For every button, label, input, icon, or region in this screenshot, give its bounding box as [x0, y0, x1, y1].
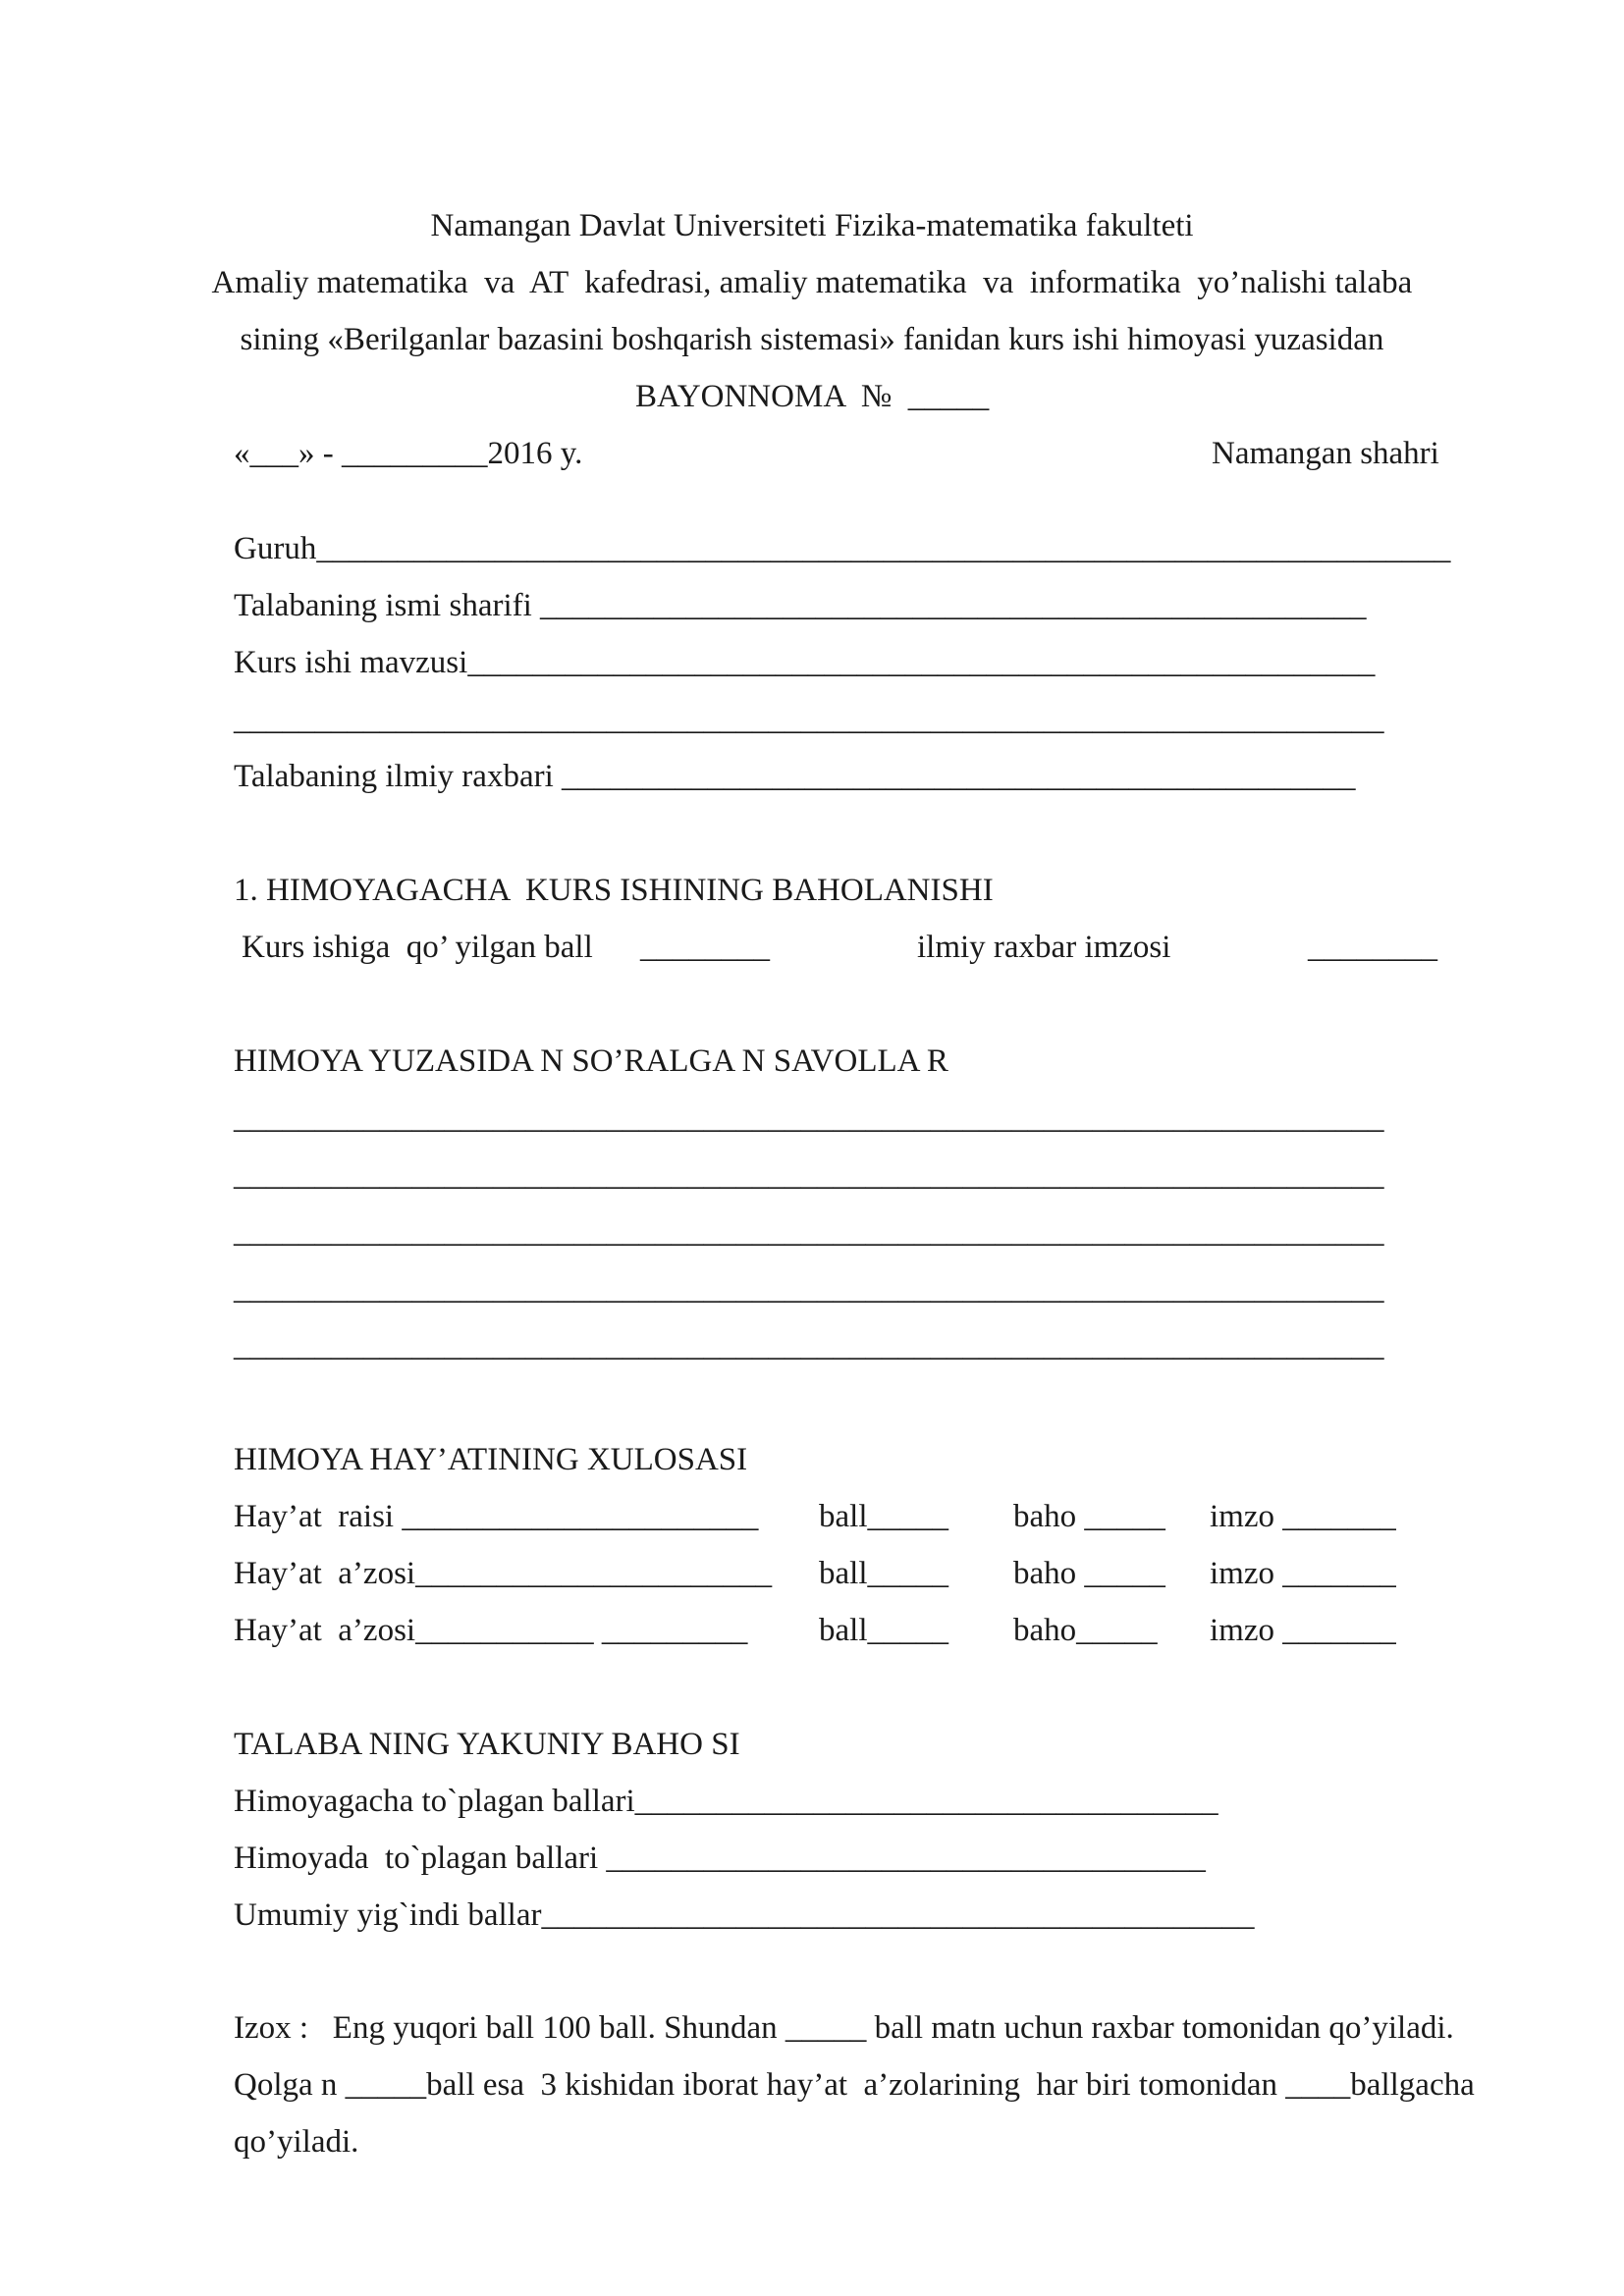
course-work-ball-label: Kurs ishiga qo’ yilgan ball: [242, 930, 593, 965]
note-line-1: Izox : Eng yuqori ball 100 ball. Shundan _____ ball matn uchun raxbar tomonidan qo’yiladi.: [234, 2010, 1454, 2046]
field-topic: Kurs ishi mavzusi________________________________________________________: [234, 645, 1376, 680]
question-line: _______________________________________________________________________: [234, 1157, 1384, 1193]
committee-member-ball: ball_____: [819, 1556, 948, 1591]
final-grade-heading: TALABA NING YAKUNIY BAHO SI: [234, 1727, 740, 1762]
question-line: _______________________________________________________________________: [234, 1271, 1384, 1307]
header-line-3: sining «Berilganlar bazasini boshqarish sistemasi» fanidan kurs ishi himoyasi yuzasidan: [240, 322, 1384, 357]
section-1-heading: 1. HIMOYAGACHA KURS ISHINING BAHOLANISHI: [234, 873, 994, 908]
committee-member-grade: baho _____: [1013, 1556, 1165, 1591]
committee-member-signature: imzo _______: [1210, 1613, 1396, 1648]
points-before-defense: Himoyagacha to`plagan ballari____________________________________: [234, 1784, 1218, 1819]
course-work-ball-blank: ________: [640, 930, 770, 965]
advisor-signature-label: ilmiy raxbar imzosi: [917, 930, 1171, 965]
question-line: _______________________________________________________________________: [234, 1328, 1384, 1363]
questions-heading: HIMOYA YUZASIDA N SO’RALGA N SAVOLLA R: [234, 1043, 948, 1079]
advisor-signature-blank: ________: [1308, 930, 1437, 965]
committee-heading: HIMOYA HAY’ATINING XULOSASI: [234, 1442, 748, 1477]
document-title: BAYONNOMA № _____: [635, 379, 990, 414]
document-city: Namangan shahri: [1212, 436, 1439, 471]
committee-chair-ball: ball_____: [819, 1499, 948, 1534]
header-line-2: Amaliy matematika va AT kafedrasi, amaliy matematika va informatika yo’nalishi talaba: [211, 265, 1413, 300]
header-line-1: Namangan Davlat Universiteti Fizika-matematika fakulteti: [430, 208, 1194, 243]
question-line: _______________________________________________________________________: [234, 1100, 1384, 1136]
committee-chair-name: Hay’at raisi ______________________: [234, 1499, 759, 1534]
note-line-2: Qolga n _____ball esa 3 kishidan iborat hay’at a’zolarining har biri tomonidan ____ballgacha: [234, 2067, 1475, 2103]
note-line-3: qo’yiladi.: [234, 2124, 359, 2160]
committee-chair-grade: baho _____: [1013, 1499, 1165, 1534]
points-during-defense: Himoyada to`plagan ballari _____________________________________: [234, 1841, 1206, 1876]
field-group: Guruh______________________________________________________________________: [234, 531, 1451, 566]
question-line: _______________________________________________________________________: [234, 1214, 1384, 1250]
total-points: Umumiy yig`indi ballar____________________________________________: [234, 1897, 1255, 1933]
field-topic-continued: _______________________________________________________________________: [234, 702, 1384, 737]
field-advisor: Talabaning ilmiy raxbari _________________________________________________: [234, 759, 1356, 794]
committee-member-grade: baho_____: [1013, 1613, 1158, 1648]
committee-member-ball: ball_____: [819, 1613, 948, 1648]
committee-member-signature: imzo _______: [1210, 1556, 1396, 1591]
document-date: «___» - _________2016 y.: [234, 436, 583, 471]
field-student-name: Talabaning ismi sharifi ___________________________________________________: [234, 588, 1367, 623]
committee-chair-signature: imzo _______: [1210, 1499, 1396, 1534]
committee-member-name: Hay’at a’zosi______________________: [234, 1556, 773, 1591]
committee-member-name: Hay’at a’zosi___________ _________: [234, 1613, 748, 1648]
